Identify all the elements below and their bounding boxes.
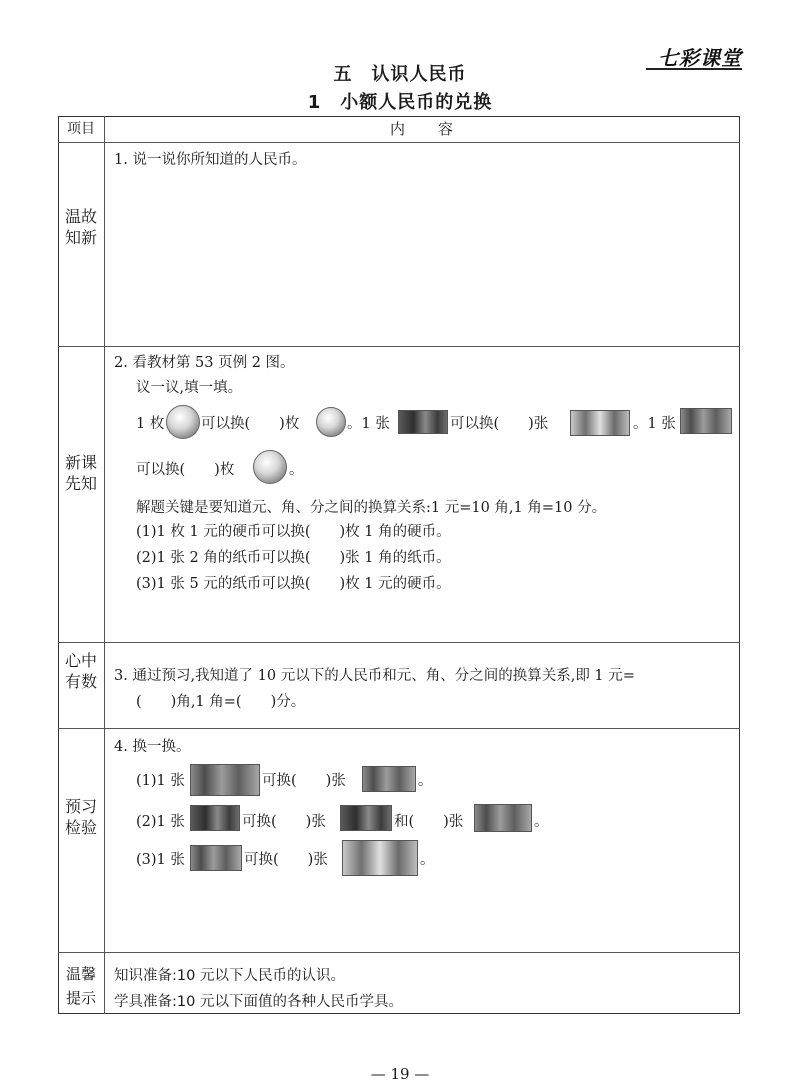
q4-item-1-text: (1)1 张: [136, 773, 185, 789]
tip-tools-prep: 学具准备:10 元以下面值的各种人民币学具。: [114, 994, 403, 1010]
q2-item: (3)1 张 5 元的纸币可以换( )枚 1 元的硬币。: [136, 576, 451, 592]
question-3-line2: ( )角,1 角=( )分。: [136, 694, 306, 710]
q2-blank-text: 可以换( )枚: [201, 416, 300, 432]
ten-yuan-note-image: [190, 764, 260, 796]
one-yuan-coin-image: [253, 450, 287, 484]
column-header-item: 项目: [67, 121, 95, 137]
row-label-review: 温故知新: [64, 207, 97, 247]
row-label-summary: 心中有数: [64, 651, 97, 691]
row-label-check: 预习检验: [64, 797, 97, 837]
q2-item: (1)1 枚 1 元的硬币可以换( )枚 1 角的硬币。: [136, 524, 451, 540]
q4-item-1-text: 可换( )张: [262, 773, 346, 789]
ten-yuan-note-image: [342, 840, 418, 876]
q4-item-3-text: 可换( )张: [244, 852, 328, 868]
two-jiao-note-image: [398, 410, 448, 434]
row-label-preview: 新课先知: [64, 453, 97, 493]
five-yuan-note-image: [680, 408, 732, 434]
one-jiao-note-image: [570, 410, 630, 436]
row-divider: [58, 728, 740, 729]
row-divider: [58, 346, 740, 347]
five-yuan-note-image: [190, 845, 242, 871]
column-header-content: 内 容: [389, 120, 454, 138]
q4-item-2-text: (2)1 张: [136, 814, 185, 830]
row-label-tips: 温馨提示: [65, 965, 96, 1007]
q4-item-2-text: 可换( )张: [242, 814, 326, 830]
q2-item: (2)1 张 2 角的纸币可以换( )张 1 角的纸币。: [136, 550, 451, 566]
question-4-title: 4. 换一换。: [114, 739, 191, 755]
page-number: — 19 —: [370, 1065, 430, 1083]
q2-blank-text: 可以换( )枚: [136, 462, 235, 478]
one-yuan-note-image: [474, 804, 532, 832]
q4-item-2-text: 和( )张: [394, 814, 464, 830]
q4-item-1-text: 。: [418, 773, 433, 789]
row-divider: [58, 642, 740, 643]
q4-item-2-text: 。: [534, 814, 549, 830]
five-yuan-note-image: [190, 805, 240, 831]
column-divider: [104, 116, 105, 1014]
lesson-title: 1 小额人民币的兑换: [307, 92, 493, 113]
question-1: 1. 说一说你所知道的人民币。: [114, 152, 307, 168]
q2-key-hint: 解题关键是要知道元、角、分之间的换算关系:1 元=10 角,1 角=10 分。: [136, 500, 607, 516]
one-yuan-coin-image: [166, 405, 200, 439]
q2-blank-text: 可以换( )张: [450, 416, 549, 432]
five-yuan-note-image: [362, 766, 416, 792]
header-row-divider: [58, 142, 740, 143]
question-2-instruction: 议一议,填一填。: [136, 380, 243, 396]
tip-knowledge-prep: 知识准备:10 元以下人民币的认识。: [114, 968, 345, 984]
row-divider: [58, 952, 740, 953]
question-2-title: 2. 看教材第 53 页例 2 图。: [114, 355, 295, 371]
q2-text: 1 枚: [136, 416, 165, 432]
one-jiao-coin-image: [316, 407, 346, 437]
q2-text: 。1 张: [347, 416, 390, 432]
chapter-title: 五 认识人民币: [333, 64, 467, 85]
q2-text: 。: [289, 462, 304, 478]
q2-text: 。1 张: [633, 416, 676, 432]
brand-logo: 七彩课堂: [658, 46, 742, 70]
question-3-line1: 3. 通过预习,我知道了 10 元以下的人民币和元、角、分之间的换算关系,即 1 元=: [114, 668, 635, 684]
q4-item-3-text: 。: [420, 852, 435, 868]
two-yuan-note-image: [340, 805, 392, 831]
q4-item-3-text: (3)1 张: [136, 852, 185, 868]
